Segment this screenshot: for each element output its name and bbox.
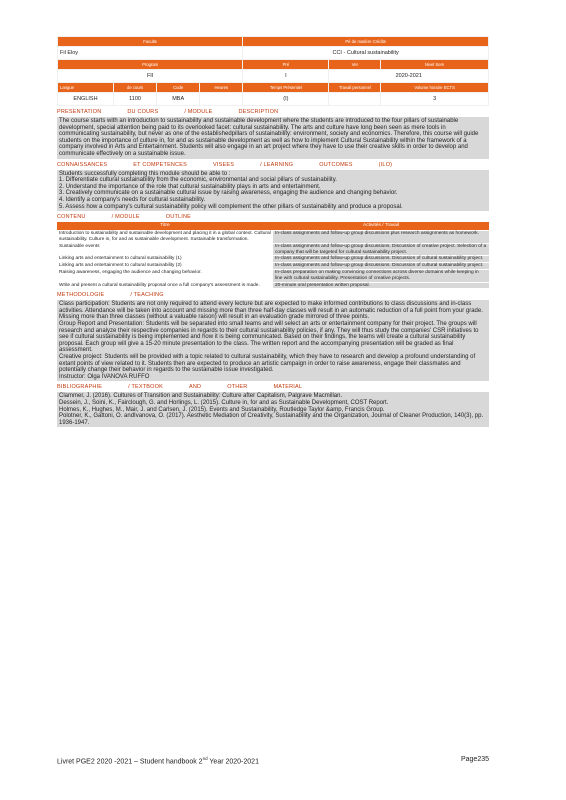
outcome-item: 1. Differentiate cultural sustainability from the economic, environmental and social pillars of sustainability. [59, 177, 337, 184]
contact-time-label: Temps Présentiel [243, 83, 329, 93]
volume-ects-label: Volume horaire ECTS [381, 83, 489, 93]
outline-header-activities: Activités / Travail [273, 222, 489, 231]
course-header-table [57, 36, 489, 106]
table-row: Linking arts and entertainment to cultural sustainability (1) In-class assignments and follow-up group discussions. Discussion of cultural sustainability project. [57, 256, 489, 263]
methodology-paragraph: Group Report and Presentation: Students will be separated into small teams and will select an arts or entertainment company for their project. The groups will research and analyze their respective companies in regards to their cultural sustainability policies, if any. They will thus study the companies' CSR initiatives to see if cultural sustainability is being implemented and how it is being communicated. Based on their findings, the teams will create a cultural sustainability proposal. Each group will give a 15-20 minute presentation to the class. The written report and the accompanying presentation will be graded as final assessment. [59, 321, 479, 354]
methodology-title: METHODOLOGIE / TEACHING [57, 292, 164, 299]
course-label: de cours [114, 83, 157, 93]
bibliography-item: Polotner, K., Gattoni, O. andIvanova, O. (2017). Aesthetic Mediation of Creativity, Sustainability and the Organization, Journal of Cleaner Production, 140(3), pp. 1936-1947. [59, 413, 484, 426]
page-footer [57, 756, 489, 765]
outcomes-title: CONNAISSANCES ET COMPETENCES VISEES / LEARNING OUTCOMES (ILO) [57, 161, 393, 168]
outline-table [57, 222, 489, 289]
table-row: Write and present a cultural sustainability proposal once a full company's assessment is made. 20-minute oral presentation written proposal. [57, 282, 489, 289]
faculty-label: Faculte [58, 37, 243, 47]
methodology-paragraph: Class participation: Students are not only required to attend every lecture but are expected to make informed contributions to class discussions and in-class activities. Attendance will be taken into account and missing more than three half-day classes will result in an automatic reduction of a full point from your grade. Missing more than three classes (without a valuable raison) will result in an evaluation grade mirrored of three points. [59, 301, 483, 321]
prerequisite-value: I [243, 70, 329, 83]
course-code-value: 1100 [114, 93, 157, 106]
year-value: 2020-2021 [329, 70, 489, 83]
ects-value: 3 [381, 93, 489, 106]
level-semester-label: Nivel Sem [381, 60, 489, 70]
hours-value: (I) [243, 93, 329, 106]
outcomes-intro: Students successfully completing this module should be able to : [59, 170, 231, 177]
methodology-paragraph: Creative project: Students will be provided with a topic related to cultural sustainability, which they have to research and develop a profound understanding of extant points of view related to it. Students then are expected to produce an artistic campaign in order to raise awareness, engage their classmates and potentially change their behavior in regards to the sustainable issue investigated. [59, 354, 476, 374]
page-number: Page235 [460, 756, 489, 763]
program-label: Program [58, 60, 243, 70]
methodology-box [57, 300, 489, 381]
instructor: Instructor: Olga IVANOVA RUFFO [59, 373, 150, 380]
course-sheet [57, 36, 489, 427]
program-value: FII [58, 70, 243, 83]
outcomes-box [57, 170, 489, 212]
outcome-item: 4. Identify a company's needs for cultural sustainability. [59, 196, 206, 203]
bibliography-title: BIBLIOGRAPHIE / TEXTBOOK AND OTHER MATERIAL [57, 384, 303, 391]
course-title: CCI - Cultural sustainability [243, 47, 489, 60]
code-value: MBA [157, 93, 200, 106]
outcome-item: 2. Understand the importance of the role that cultural sustainability plays in arts and entertainment. [59, 183, 321, 190]
content-title: CONTENU / MODULE OUTLINE [57, 214, 192, 221]
presentation-text: The course starts with an introduction to sustainability and sustainable development where the students are introduced to the four pillars of sustainable development, special attention being paid to its overlooked facet: cultural sustainability. The arts and culture have long been seen as mere tools in communicating sustainability, but never as one of the establishedpillars of sustainability: environment, society and economics. Therefore, this course will guide students on the importance of culture in, for and as sustainable development as well as how to implement Cultural Sustainability within the framework of a company involved in Arts and Entertainment. Students will also engage in an art project where they have to use their creative skills in order to develop and communicate effectively on a sustainable issue. [57, 117, 489, 159]
table-row: Introduction to sustainability and sustainable development and placing it in a global context. Cultural sustainability. Culture in, for and as sustainable development. Sustainable transformation. In-class assignments and follow-up group discussions plus research assignments as homework. [57, 231, 489, 244]
faculty-value: Fil Eloy [58, 47, 243, 60]
bibliography-item: Clammer, J. (2016). Cultures of Transition and Sustainability: Culture after Capitalism, Palgrave Macmillan. [59, 393, 343, 400]
table-row: Sustainable events In-class assignments and follow-up group discussions. Discussion of creative project. Selection of a company that will be targeted for cultural sustainability project. [57, 243, 489, 256]
table-row: Linking arts and entertainment to cultural sustainability (2) In-class assignments and follow-up group discussions. Discussion of cultural sustainability project. [57, 263, 489, 270]
footer-handbook-title: Livret PGE2 2020 -2021 – Student handbook 2nd Year 2020-2021 [57, 756, 259, 766]
subject-label: Pé de matière Crédits [243, 37, 489, 47]
bibliography-item: Dessein, J., Soini, K., Fairclough, G. and Horlings, L. (2015). Culture in, for and as Sustainable Development, COST Report. [59, 400, 389, 407]
code-label: Code [157, 83, 200, 93]
language-label: Langue [58, 83, 114, 93]
outcome-item: 5. Assess how a company's cultural sustainability policy will complement the other pillars of sustainability and produce a proposal. [59, 203, 403, 210]
version-label: Ver [329, 60, 381, 70]
bibliography-item: Holmes, K., Hughes, M., Mair, J. and Carlsen, J. (2015). Events and Sustainability, Routledge Taylor &amp, Francis Group. [59, 406, 385, 413]
outline-header-title: Titre [57, 222, 273, 231]
presentation-title: PRESENTATION DU COURS / MODULE DESCRIPTION [57, 109, 279, 115]
hours-label: Heures [200, 83, 243, 93]
outcome-item: 3. Creatively communicate on a sustainable cultural issue by raising awareness, engaging the audience and changing behavior. [59, 190, 398, 197]
personal-work-label: Travail personnel [329, 83, 381, 93]
bibliography-box [57, 392, 489, 427]
language-value: ENGLISH [58, 93, 114, 106]
table-row: Raising awareness, engaging the audience and changing behavior. In-class preparation on making convincing connections across diverse domains while keeping in line with cultural sustainability. Presentation of creative projects. [57, 269, 489, 282]
prerequisite-label: Pré [243, 60, 329, 70]
